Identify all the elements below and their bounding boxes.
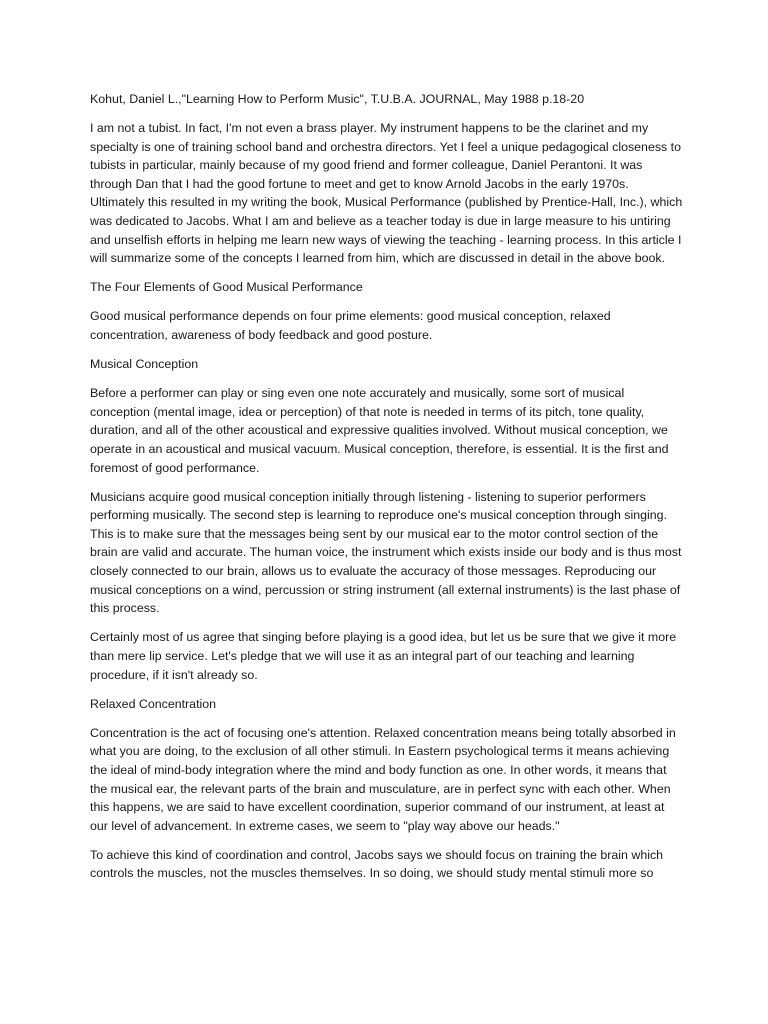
paragraph: To achieve this kind of coordination and control, Jacobs says we should focus on training the brain which controls the muscles, not the muscles themselves. In so doing, we should study mental stimuli more so — [90, 847, 664, 881]
paragraph: Good musical performance depends on four prime elements: good musical conception, relaxed concentration, awareness of body feedback and good posture. — [90, 309, 611, 343]
intro-paragraph: I am not a tubist. In fact, I'm not even a brass player. My instrument happens to be the clarinet and my specialty is one of training school band and orchestra directors. Yet I feel a unique pedagogical closeness to tubists in particular, mainly because of my good friend and former colleague, Daniel Perantoni. It was through Dan that I had the good fortune to meet and get to know Arnold Jacobs in the early 1970s. Ultimately this resulted in my writing the book, Musical Performance (published by Prentice-Hall, Inc.), which was dedicated to Jacobs. What I am and believe as a teacher today is due in large measure to his untiring and unselfish efforts in helping me learn new ways of viewing the teaching - learning process. In this article I will summarize some of the concepts I learned from him, which are discussed in detail in the above book. — [90, 121, 683, 266]
citation: Kohut, Daniel L.,"Learning How to Perform Music", T.U.B.A. JOURNAL, May 1988 p.18-20 — [90, 92, 585, 106]
paragraph: Certainly most of us agree that singing before playing is a good idea, but let us be sure that we give it more than mere lip service. Let's pledge that we will use it as an integral part of our teaching and learning procedure, if it isn't already so. — [90, 630, 677, 682]
paragraph: Musicians acquire good musical conception initially through listening - listening to superior performers performing musically. The second step is learning to reproduce one's musical conception through singing. This is to make sure that the messages being sent by our musical ear to the motor control section of the brain are valid and accurate. The human voice, the instrument which exists inside our body and is thus most closely connected to our brain, allows us to evaluate the accuracy of those messages. Reproducing our musical conceptions on a wind, percussion or string instrument (all external instruments) is the last phase of this process. — [90, 489, 682, 616]
paragraph: Before a performer can play or sing even one note accurately and musically, some sort of musical conception (mental image, idea or perception) of that note is needed in terms of its pitch, tone quality, duration, and all of the other acoustical and expressive qualities involved. Without musical conception, we operate in an acoustical and musical vacuum. Musical conception, therefore, is essential. It is the first and foremost of good performance. — [90, 386, 669, 475]
heading-relaxed-concentration: Relaxed Concentration — [90, 696, 217, 711]
paragraph: Concentration is the act of focusing one's attention. Relaxed concentration means being totally absorbed in what you are doing, to the exclusion of all other stimuli. In Eastern psychological terms it means achieving the ideal of mind-body integration where the mind and body function as one. In other words, it means that the musical ear, the relevant parts of the brain and musculature, are in perfect sync with each other. When this happens, we are said to have excellent coordination, superior command of our instrument, at least at our level of advancement. In extreme cases, we seem to "play way above our heads." — [90, 725, 676, 833]
document-page — [90, 90, 685, 893]
heading-four-elements: The Four Elements of Good Musical Performance — [90, 280, 363, 295]
heading-musical-conception: Musical Conception — [90, 357, 199, 372]
